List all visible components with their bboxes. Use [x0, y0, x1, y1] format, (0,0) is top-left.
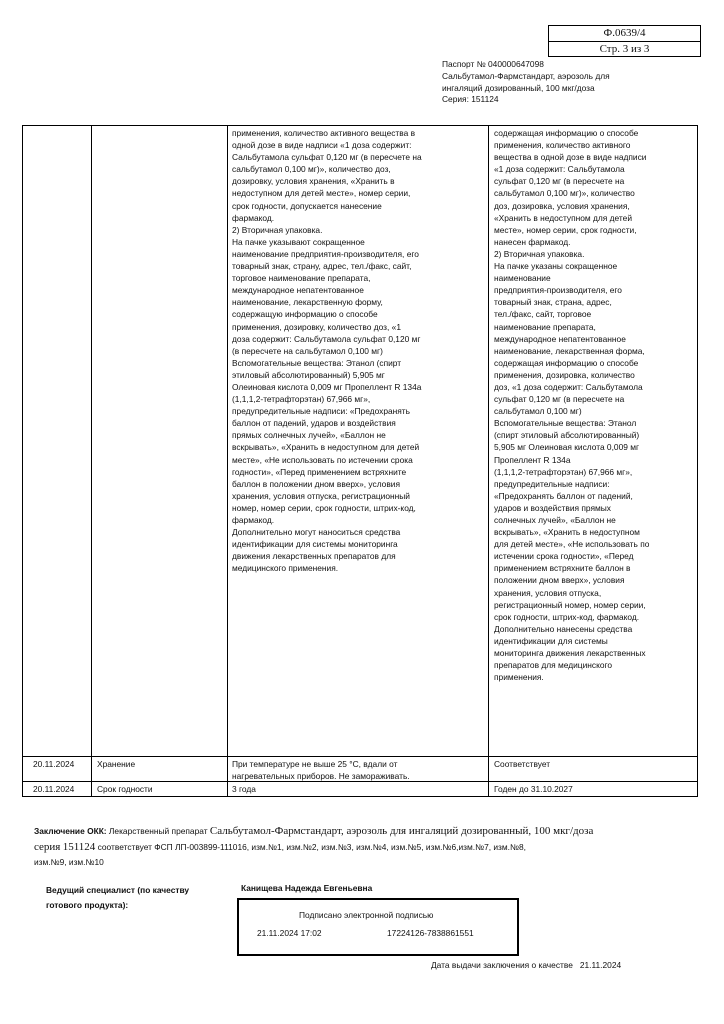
issue-date-value: 21.11.2024 [579, 960, 622, 970]
passport-number: Паспорт № 040000647098 [442, 59, 544, 69]
storage-date: 20.11.2024 [33, 759, 75, 769]
results-table [22, 125, 698, 797]
signature-id: 17224126-7838861551 [387, 928, 474, 938]
storage-indicator: Хранение [97, 759, 136, 769]
result-cell-packaging: содержащая информацию о способе применения, количество активного вещества в одной дозе в виде надписи «1 доза содержит: Сальбутамола сульфат 0,120 мг (в пересчете на сальбутамол 0,100 мг)», количество доз, дозировка, условия хранения, «Хранить в недоступном для детей месте», номер серии, срок годности, нанесен фармакод. 2) Вторичная упаковка. На пачке указаны сокращенное наименование предприятия-производителя, его товарный знак, страна, адрес, тел./факс, сайт, торговое наименование препарата, международное непатентованное наименование, лекарственная форма, содержащая информацию о способе применения, дозировка, количество доз, «1 доза содержит: Сальбутамола сульфат 0,120 мг (в пересчете на сальбутамол 0,100 мг) Вспомогательные вещества: Этанол (спирт этиловый абсолютированный) 5,905 мг Олеиновая кислота 0,009 мг Пропеллент R 134a (1,1,1,2-тетрафторэтан) 67,966 мг», предупредительные надписи: «Предохранять баллон от падений, ударов и воздействия прямых солнечных лучей», «Баллон не вскрывать», «Хранить в недоступном для детей месте», «Не использовать по истечении срока годности», «Перед применением встряхните баллон в положении дном вверх», условия хранения, условия отпуска, регистрационный номер, номер серии, срок годности, штрих-код, фармакод. Дополнительно нанесены средства идентификации для системы мониторинга движения лекарственных препаратов для медицинского применения. [494, 128, 650, 683]
issue-date-label: Дата выдачи заключения о качестве [431, 960, 573, 970]
issue-date-line [431, 960, 621, 970]
specialist-label-line-1: Ведущий специалист (по качеству [46, 885, 190, 895]
page-number: Стр. 3 из 3 [599, 43, 650, 55]
specialist-name: Канищева Надежда Евгеньевна [241, 883, 373, 893]
storage-requirement: При температуре не выше 25 °С, вдали от нагревательных приборов. Не замораживать. [232, 759, 410, 782]
product-line-2: ингаляций дозированный, 100 мкг/доза [442, 82, 595, 93]
conclusion-label: Заключение ОКК: [34, 826, 107, 836]
column-divider [91, 126, 92, 796]
column-divider [488, 126, 489, 796]
conclusion-line-2 [34, 840, 684, 856]
signature-title: Подписано электронной подписью [299, 910, 434, 920]
conclusion-series: 151124 [62, 840, 96, 853]
product-line-1: Сальбутамол-Фармстандарт, аэрозоль для [442, 70, 610, 81]
shelf-life-date: 20.11.2024 [33, 784, 75, 794]
passport-header [442, 59, 610, 106]
form-code-box [548, 25, 701, 57]
row-divider [23, 756, 697, 757]
storage-result: Соответствует [494, 759, 551, 769]
form-code: Ф.0639/4 [549, 26, 700, 42]
specialist-label [46, 883, 189, 913]
signature-datetime: 21.11.2024 17:02 [257, 928, 322, 938]
column-divider [227, 126, 228, 796]
conclusion-text: Лекарственный препарат [108, 826, 208, 836]
shelf-life-result: Годен до 31.10.2027 [494, 784, 573, 794]
conclusion-series-label: серия [34, 840, 61, 853]
conclusion-product: Сальбутамол-Фармстандарт, аэрозоль для ингаляций дозированный, 100 мкг/доза [209, 825, 594, 837]
series-line: Серия: 151124 [442, 94, 499, 105]
shelf-life-indicator: Срок годности [97, 784, 153, 794]
conclusion-line-3: изм.№9, изм.№10 [34, 857, 104, 867]
requirement-cell-packaging: применения, количество активного вещества в одной дозе в виде надписи «1 доза содержит: Сальбутамола сульфат 0,120 мг (в пересчете на сальбутамол 0,100 мг)», количество доз, дозировку, условия хранения, «Хранить в недоступном для детей месте», номер серии, срок годности, допускается нанесение фармакод. 2) Вторичная упаковка. На пачке указывают сокращенное наименование предприятия-производителя, его товарный знак, страну, адрес, тел./факс, сайт, торговое наименование препарата, международное непатентованное наименование, лекарственную форму, содержащую информацию о способе применения, дозировку, количество доз, «1 доза содержит: Сальбутамола сульфат 0,120 мг (в пересчете на сальбутамол 0,100 мг) Вспомогательные вещества: Этанол (спирт этиловый абсолютированный) 5,905 мг Олеиновая кислота 0,009 мг Пропеллент R 134a (1,1,1,2-тетрафторэтан) 67,966 мг», предупредительные надписи: «Предохранять баллон от падений, ударов и воздействия прямых солнечных лучей», «Баллон не вскрывать», «Хранить в недоступном для детей месте», «Не использовать по истечении срока годности», «Перед применением встряхните баллон в положении дном вверх», условия хранения, условия отпуска, регистрационный номер, номер серии, срок годности, штрих-код, фармакод. Дополнительно могут наноситься средства идентификации для системы мониторинга движения лекарственных препаратов для медицинского применения. [232, 128, 422, 574]
shelf-life-requirement: 3 года [232, 784, 256, 794]
electronic-signature-box [237, 898, 519, 956]
specialist-label-line-2: готового продукта): [46, 900, 129, 910]
conclusion-line-1 [34, 824, 684, 840]
conclusion [34, 824, 684, 871]
conclusion-compliance: соответствует ФСП ЛП-003899-111016, изм.№1, изм.№2, изм.№3, изм.№4, изм.№5, изм.№6,изм.№7, изм.№8, [97, 841, 526, 852]
